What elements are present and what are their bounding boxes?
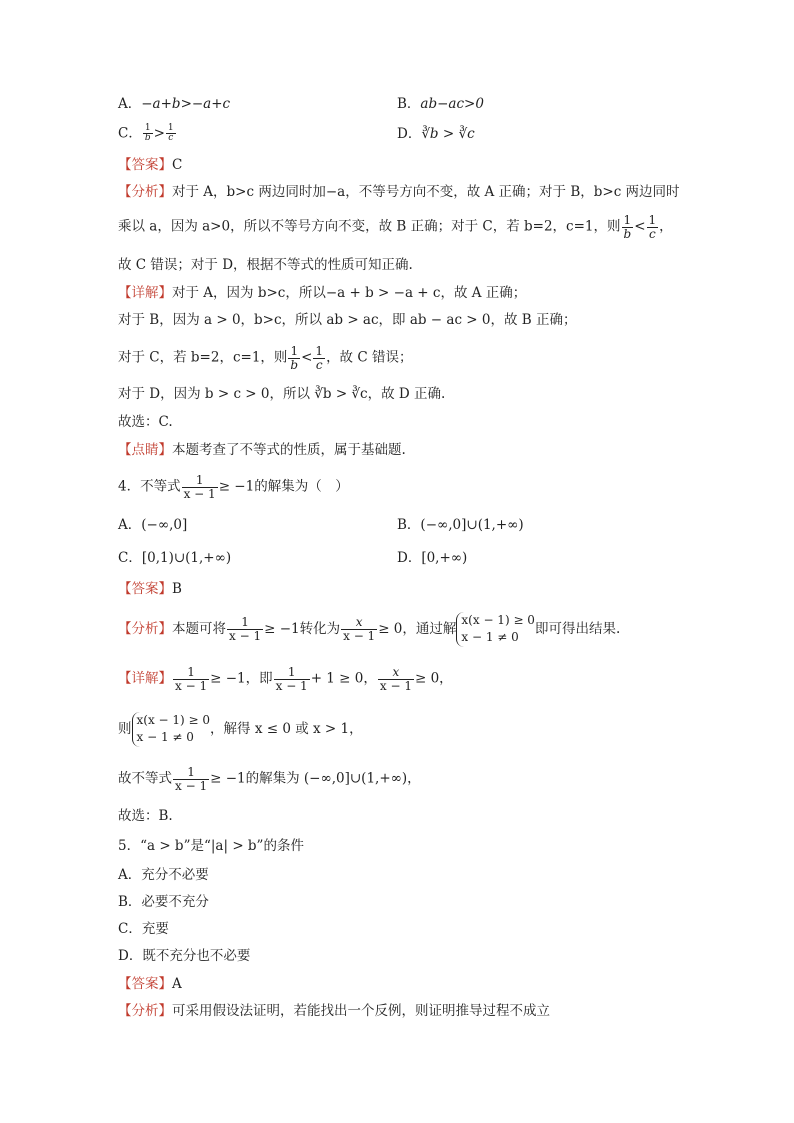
q3-option-d: D．∛b > ∛c — [397, 126, 475, 142]
q4-option-a: A．(−∞,0] — [118, 517, 188, 533]
q4-detail-line2: 则 x(x − 1) ≥ 0 x − 1 ≠ 0 ，解得 x ≤ 0 或 x > 1， — [118, 712, 363, 747]
q5-answer: 【答案】A — [118, 976, 182, 992]
fraction: $\frac{1}{c}$ — [167, 123, 174, 144]
q5-option-b: B．必要不充分 — [118, 894, 209, 910]
q4-detail-line1: 【详解】 $\frac{1}{x - 1}$ ≥ −1，即 $\frac{1}{x - 1}$ + 1 ≥ 0， $\frac{x}{x - 1}$ ≥ 0， — [118, 665, 453, 693]
equation-system: x(x − 1) ≥ 0 x − 1 ≠ 0 — [132, 712, 211, 747]
q3-answer: 【答案】C — [118, 157, 183, 173]
q3-detail-line4: 对于 D，因为 b > c > 0，所以 ∛b > ∛c，故 D 正确. — [118, 386, 446, 402]
q5-option-c: C．充要 — [118, 921, 169, 937]
q5-option-d: D．既不充分也不必要 — [118, 948, 251, 964]
q3-comment: 【点睛】本题考查了不等式的性质，属于基础题. — [118, 442, 406, 458]
equation-system: x(x − 1) ≥ 0 x − 1 ≠ 0 — [456, 612, 535, 647]
q5-stem: 5．“a > b”是“|a| > b”的条件 — [118, 838, 304, 854]
q3-option-b: B．ab−ac>0 — [397, 96, 484, 112]
q3-detail-line1: 【详解】对于 A，因为 b>c，所以−a + b > −a + c，故 A 正确； — [118, 285, 527, 301]
fraction: $\frac{1}{b}$ — [144, 123, 151, 144]
q3-analysis-line2: 乘以 a，因为 a>0，所以不等号方向不变，故 B 正确；对于 C，若 b=2，c=1，则 $\frac{1}{b}$ < $\frac{1}{c}$ ， — [118, 213, 673, 241]
q3-analysis-line1: 【分析】对于 A，b>c 两边同时加−a，不等号方向不变，故 A 正确；对于 B，b>c 两边同时 — [118, 184, 680, 200]
q3-choice: 故选：C. — [118, 414, 173, 430]
q4-detail-line3: 故不等式 $\frac{1}{x - 1}$ ≥ −1的解集为 (−∞,0]∪(1,+∞)， — [118, 765, 421, 793]
q3-detail-line3: 对于 C，若 b=2，c=1，则 $\frac{1}{b}$ < $\frac{1}{c}$ ，故 C 错误； — [118, 344, 413, 372]
q3-detail-line2: 对于 B，因为 a > 0，b>c，所以 ab > ac，即 ab − ac > 0，故 B 正确； — [118, 312, 577, 328]
q4-option-c: C．[0,1)∪(1,+∞) — [118, 550, 232, 566]
q4-stem: 4．不等式 $\frac{1}{x - 1}$ ≥ −1的解集为（ ） — [118, 473, 349, 501]
q4-analysis: 【分析】本题可将 $\frac{1}{x - 1}$ ≥ −1转化为 $\frac{x}{x - 1}$ ≥ 0，通过解 x(x − 1) ≥ 0 x − 1 ≠ 0 即可得出结果. — [118, 612, 620, 647]
q3-analysis-line3: 故 C 错误；对于 D，根据不等式的性质可知正确. — [118, 257, 413, 273]
q5-option-a: A．充分不必要 — [118, 867, 209, 883]
q5-analysis: 【分析】可采用假设法证明，若能找出一个反例，则证明推导过程不成立 — [118, 1003, 550, 1019]
q4-answer: 【答案】B — [118, 581, 182, 597]
q3-option-c: C． $\frac{1}{b}$ > $\frac{1}{c}$ — [118, 123, 174, 144]
q3-option-a: A．−a+b>−a+c — [118, 96, 231, 112]
q4-choice: 故选：B. — [118, 808, 173, 824]
q4-option-d: D．[0,+∞) — [397, 550, 468, 566]
q4-option-b: B．(−∞,0]∪(1,+∞) — [397, 517, 524, 533]
